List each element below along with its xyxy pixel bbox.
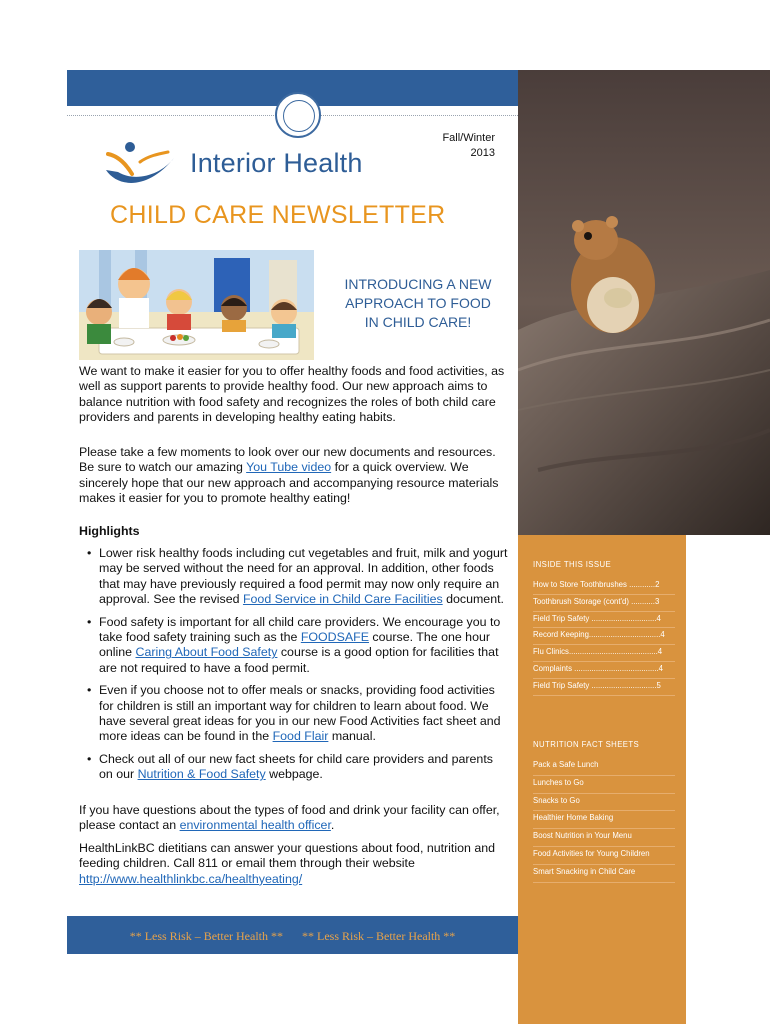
list-item: Pack a Safe Lunch: [533, 758, 675, 776]
food-service-document-link[interactable]: Food Service in Child Care Facilities: [242, 592, 443, 607]
intro-heading-line: IN CHILD CARE!: [364, 314, 472, 330]
issue-season: Fall/Winter: [442, 132, 495, 144]
ring-ornament-icon: [275, 92, 321, 138]
footer-slogan-text: ** Less Risk – Better Health **: [302, 929, 456, 943]
list-item: Field Trip Safety ..............................5: [533, 679, 675, 696]
issue-year: 2013: [470, 147, 495, 159]
healthlink-text: HealthLinkBC dietitians can answer your questions about food, nutrition and feeding children. Call 811 or email them through their website: [79, 841, 496, 871]
fact-sheets-heading: NUTRITION FACT SHEETS: [533, 740, 640, 749]
questions-paragraph: [79, 803, 509, 834]
bullet-text: Even if you choose not to offer meals or snacks, providing food activities for children is still an important way for children to learn about food. We have several great ideas for you in our new Food Activities fact sheet and more ideas can be found in the: [99, 683, 501, 744]
bullet-text-end: webpage.: [265, 767, 323, 782]
list-item: Field Trip Safety ..............................4: [533, 612, 675, 629]
intro-paragraph: We want to make it easier for you to offer healthy foods and food activities, as well as support parents to provide healthy food. Our new approach aims to balance nutrition with food safety and recognizes the roles of both child care providers and parents in developing healthy eating habits.: [79, 364, 505, 425]
bullet-text: Check out all of our new fact sheets for child care providers and parents on our: [99, 751, 493, 782]
highlights-list: [79, 546, 509, 790]
list-item: Food Activities for Young Children: [533, 847, 675, 865]
list-item: [79, 546, 509, 608]
table-of-contents: [533, 578, 675, 696]
caring-about-food-safety-link[interactable]: Caring About Food Safety: [135, 645, 278, 660]
squirrel-photo: [518, 70, 770, 535]
healthlink-paragraph: [79, 841, 509, 887]
list-item: Flu Clinics.........................................4: [533, 645, 675, 662]
food-flair-manual-link[interactable]: Food Flair: [272, 729, 329, 744]
bullet-text-end: manual.: [328, 729, 376, 744]
youtube-video-link[interactable]: You Tube video: [246, 460, 332, 475]
highlights-heading: Highlights: [79, 524, 140, 538]
bullet-text-end: course is a good option for facilities that are not required to have a food permit.: [99, 645, 499, 675]
inside-issue-heading: INSIDE THIS ISSUE: [533, 560, 612, 569]
list-item: [79, 615, 509, 677]
list-item: Complaints .......................................4: [533, 662, 675, 679]
footer-slogan: [67, 929, 518, 944]
intro-heading-line: INTRODUCING A NEW: [344, 276, 492, 292]
list-item: Healthier Home Baking: [533, 811, 675, 829]
children-eating-illustration: [79, 250, 314, 360]
bullet-text: Food safety is important for all child care providers. We encourage you to take food safety training such as the: [99, 614, 501, 645]
list-item: Lunches to Go: [533, 776, 675, 794]
list-item: Snacks to Go: [533, 794, 675, 812]
list-item: [79, 752, 509, 783]
list-item: Smart Snacking in Child Care: [533, 865, 675, 883]
list-item: [79, 683, 509, 745]
intro-heading-line: APPROACH TO FOOD: [345, 295, 491, 311]
list-item: Toothbrush Storage (cont'd) ...........3: [533, 595, 675, 612]
list-item: Record Keeping.................................4: [533, 628, 675, 645]
list-item: How to Store Toothbrushes ............2: [533, 578, 675, 595]
overview-paragraph: [79, 445, 509, 507]
bullet-text-end: document.: [442, 592, 504, 607]
nutrition-food-safety-link[interactable]: Nutrition & Food Safety: [137, 767, 266, 782]
newsletter-title: CHILD CARE NEWSLETTER: [110, 201, 446, 229]
questions-text-end: .: [330, 818, 335, 833]
intro-heading: [318, 275, 518, 332]
questions-text: If you have questions about the types of food and drink your facility can offer, please contact an: [79, 803, 500, 833]
environmental-health-officer-link[interactable]: environmental health officer: [179, 818, 331, 833]
logo-wordmark: Interior Health: [190, 148, 363, 178]
issue-date: [420, 131, 495, 161]
fact-sheets-list: [533, 758, 675, 883]
healthlinkbc-url-link[interactable]: http://www.healthlinkbc.ca/healthyeating/: [79, 871, 303, 886]
bullet-text: Lower risk healthy foods including cut vegetables and fruit, milk and yogurt may be served without the need for an approval. In addition, other foods that may have previously required a food permit may now only require an approval. See the revised: [99, 546, 508, 607]
bullet-text-mid: course. The one hour online: [99, 630, 490, 660]
overview-text-end: for a quick overview. We sincerely hope that our new approach and accompanying resource materials makes it easier for you to promote healthy eating!: [79, 460, 499, 506]
foodsafe-course-link[interactable]: FOODSAFE: [300, 630, 369, 645]
footer-slogan-text: ** Less Risk – Better Health **: [129, 929, 283, 943]
list-item: Boost Nutrition in Your Menu: [533, 829, 675, 847]
overview-text: Please take a few moments to look over our new documents and resources. Be sure to watch our amazing: [79, 445, 496, 475]
